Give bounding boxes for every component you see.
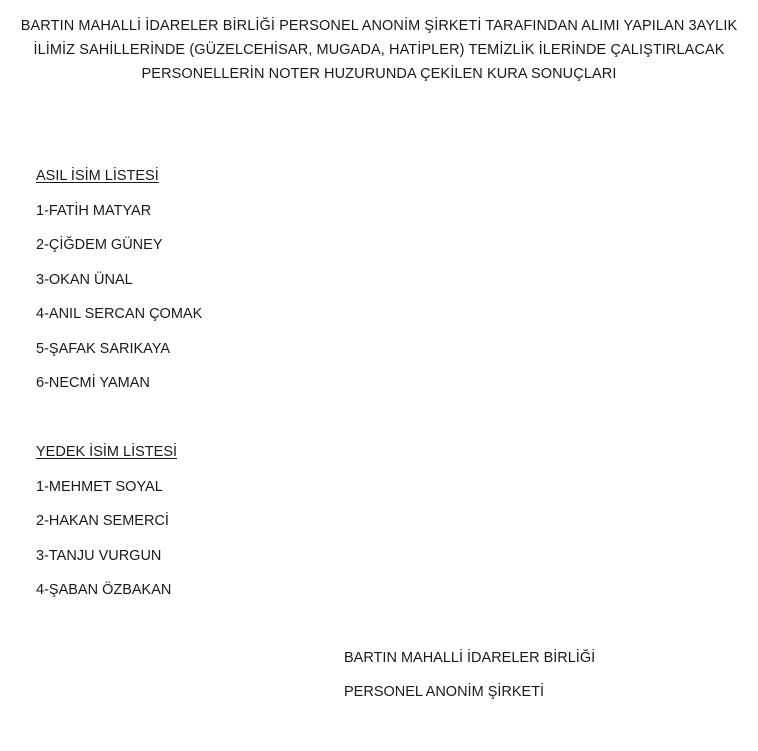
title-line-3: PERSONELLERİN NOTER HUZURUNDA ÇEKİLEN KURA SONUÇLARI bbox=[141, 66, 617, 82]
primary-list-item: 2-ÇİĞDEM GÜNEY bbox=[36, 237, 163, 253]
primary-list-item: 1-FATİH MATYAR bbox=[36, 202, 152, 219]
document-title bbox=[0, 14, 758, 86]
primary-list-item: 5-ŞAFAK SARIKAYA bbox=[36, 340, 171, 357]
reserve-list-heading: YEDEK İSİM LİSTESİ bbox=[36, 444, 178, 460]
title-line-1: BARTIN MAHALLİ İDARELER BİRLİĞİ PERSONEL ANONİM ŞİRKETİ TARAFINDAN ALIMI YAPILAN 3AYLIK bbox=[20, 18, 738, 34]
primary-name-list bbox=[36, 166, 202, 408]
reserve-list-item: 1-MEHMET SOYAL bbox=[36, 478, 163, 495]
signature-block bbox=[344, 648, 595, 716]
reserve-list-item: 3-TANJU VURGUN bbox=[36, 547, 162, 564]
reserve-name-list bbox=[36, 442, 177, 615]
signature-line-1: BARTIN MAHALLİ İDARELER BİRLİĞİ bbox=[344, 650, 596, 666]
primary-list-heading: ASIL İSİM LİSTESİ bbox=[36, 168, 159, 184]
signature-line-2: PERSONEL ANONİM ŞİRKETİ bbox=[344, 684, 545, 700]
reserve-list-item: 4-ŞABAN ÖZBAKAN bbox=[36, 582, 172, 598]
reserve-list-item: 2-HAKAN SEMERCİ bbox=[36, 513, 169, 529]
primary-list-item: 6-NECMİ YAMAN bbox=[36, 375, 150, 391]
primary-list-item: 4-ANIL SERCAN ÇOMAK bbox=[36, 306, 203, 322]
title-line-2: İLİMİZ SAHİLLERİNDE (GÜZELCEHİSAR, MUGADA, HATİPLER) TEMİZLİK İLERİNDE ÇALIŞTIRLACAK bbox=[33, 42, 725, 58]
primary-list-item: 3-OKAN ÜNAL bbox=[36, 271, 133, 288]
